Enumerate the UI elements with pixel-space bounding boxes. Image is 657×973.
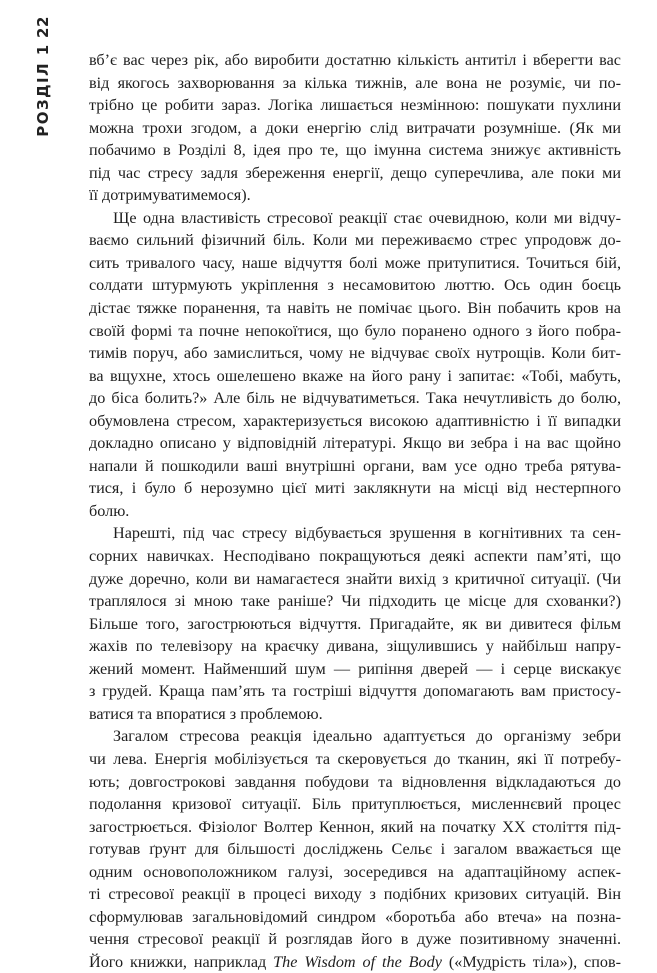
- text-line: Ще одна властивість стресової реакції стає очевидною, коли ми відчу-: [113, 208, 621, 227]
- text-line: ваємо сильний фізичний біль. Коли ми переживаємо стрес упродовж до-: [89, 231, 621, 250]
- text-line: сорних навичках. Несподівано покращуються деякі аспекти пам’яті, що: [89, 547, 621, 566]
- text-line: Нарешті, під час стресу відбувається зрушення в когнітивних та сен-: [113, 524, 621, 543]
- text-line: одним основоположником галузі, зосередився на адаптаційному аспек-: [89, 862, 621, 881]
- text-line: тимів поруч, або замислиться, чому не відчуває своїх нутрощів. Коли бит-: [89, 344, 621, 363]
- text-line: дістає тяжке поранення, та навіть не помічає цього. Він побачить кров на: [89, 299, 621, 318]
- text-line: можна трохи згодом, а доки енергію слід витрачати розумніше. (Як ми: [89, 118, 621, 137]
- text-line: її дотримуватимемося).: [89, 186, 251, 205]
- text-line: солдати штурмують укріплення з несамовитою люттю. Ось один боєць: [89, 276, 621, 295]
- body-text: [89, 49, 621, 973]
- text-line: чення стресової реакції й розглядав його в дуже позитивному значенні.: [89, 930, 621, 949]
- text-line: чи лева. Енергія мобілізується та скеровується до тканин, які її потребу-: [89, 749, 621, 768]
- book-title: The Wisdom of the Body: [273, 952, 442, 971]
- text-line: жений момент. Найменший шум — рипіння дверей — і серце вискакує: [89, 659, 621, 678]
- text-line: ватися та впоратися з проблемою.: [89, 704, 323, 723]
- text-line: ті стресової реакції в процесі виходу з подібних кризових ситуацій. Він: [89, 885, 621, 904]
- text-line: докладно описано у відповідній літературі. Якщо ви зебра і на вас щойно: [89, 434, 621, 453]
- text-line: болю.: [89, 501, 130, 520]
- text-line: Більше того, загострюються відчуття. Пригадайте, як ви дивитеся фільм: [89, 614, 621, 633]
- text-line: [89, 951, 621, 973]
- text-line: вб’є вас через рік, або виробити достатню кількість антитіл і вберегти вас: [89, 51, 621, 69]
- chapter-label: РОЗДІЛ 1: [34, 43, 52, 137]
- text-segment: Його книжки, наприклад: [89, 952, 274, 971]
- text-line: ють; довгострокові завдання побудови та відновлення відкладаються до: [89, 772, 621, 791]
- text-line: побачимо в Розділі 8, ідея про те, що імунна система знижує активність: [89, 141, 621, 160]
- text-line: трібно це робити зараз. Логіка лишається незмінною: пошукати пухлини: [89, 96, 621, 115]
- text-line: ва вщухне, хтось ошелешено вкаже на його рану і запитає: «Тобі, мабуть,: [89, 366, 621, 385]
- page-number: 22: [34, 16, 52, 38]
- text-line: своїй формі та почне непокоїтися, що було поранено одного з його побра-: [89, 321, 621, 340]
- text-line: обумовлена стресом, характеризується високою адаптивністю і її випадки: [89, 411, 621, 430]
- text-line: напали й пошкодили ваші внутрішні органи, вам усе одно треба рятува-: [89, 456, 621, 475]
- text-segment: («Мудрість тіла»), спов-: [441, 952, 621, 971]
- text-line: до біса болить?» Але біль не відчуватиметься. Така нечутливість до болю,: [89, 389, 621, 408]
- text-line: сить тривалого часу, наше відчуття болі може притупитися. Точиться бій,: [89, 253, 621, 272]
- text-line: жахів по телевізору на краєчку дивана, зіщулившись у найбільш напру-: [89, 637, 621, 656]
- text-line: з грудей. Краща пам’ять та гостріші відчуття допомагають вам пристосу-: [89, 682, 621, 701]
- text-line: сформулював загальновідомий синдром «боротьба або втеча» на позна-: [89, 907, 621, 926]
- text-line: від якогось захворювання за кілька тижнів, але вона не розуміє, чи по-: [89, 73, 621, 92]
- text-line: подолання кризової ситуації. Біль притуплюється, мисленнєвий процес: [89, 795, 621, 814]
- text-line: тися, і було б нерозумно цієї миті заклякнути на місці від нестерпного: [89, 479, 621, 498]
- text-line: готував ґрунт для більшості досліджень Сельє і загалом вважається ще: [89, 840, 621, 859]
- text-line: дуже доречно, коли ви намагаєтеся знайти вихід з критичної ситуації. (Чи: [89, 569, 621, 588]
- text-line: Загалом стресова реакція ідеально адаптується до організму зебри: [113, 727, 621, 746]
- text-line: траплялося зі мною таке раніше? Чи підходить це місце для схованки?): [89, 592, 621, 611]
- text-line: загострюється. Фізіолог Волтер Кеннон, який на початку XX століття під-: [89, 817, 621, 836]
- text-line: під час стресу задля збереження енергії, дещо суперечлива, але поки ми: [89, 163, 621, 182]
